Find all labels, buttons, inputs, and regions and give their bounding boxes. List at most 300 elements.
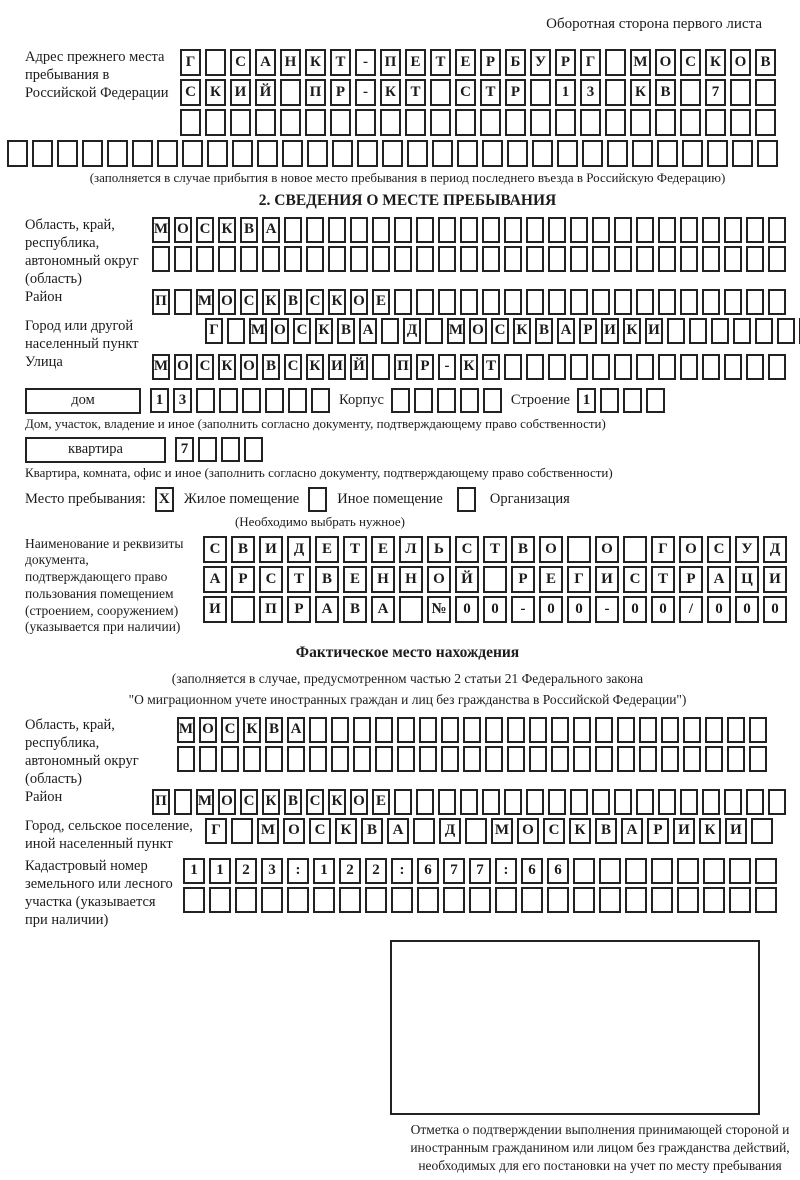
char-box — [605, 49, 626, 76]
char-box — [667, 318, 685, 344]
document-row-3 — [203, 596, 787, 623]
apartment-type-box: квартира — [25, 437, 166, 463]
char-box: К — [513, 318, 531, 344]
char-box: О — [218, 789, 236, 815]
char-box — [419, 717, 437, 743]
char-box: Т — [482, 354, 500, 380]
actual-region-rows — [177, 717, 767, 775]
char-box — [107, 140, 128, 167]
korpus-label: Корпус — [339, 392, 384, 409]
char-box — [174, 789, 192, 815]
char-box: Н — [399, 566, 423, 593]
char-box — [711, 318, 729, 344]
char-box — [617, 746, 635, 772]
char-box: 2 — [235, 858, 257, 884]
char-box: К — [328, 289, 346, 315]
char-box: : — [287, 858, 309, 884]
char-box: 7 — [705, 79, 726, 106]
char-box: : — [495, 858, 517, 884]
char-box: В — [361, 818, 383, 844]
char-box — [417, 887, 439, 913]
char-box: С — [309, 818, 331, 844]
char-box — [702, 789, 720, 815]
char-box — [460, 289, 478, 315]
char-box — [724, 789, 742, 815]
char-box — [482, 789, 500, 815]
char-box: И — [230, 79, 251, 106]
city-row — [205, 318, 800, 344]
char-box: Р — [330, 79, 351, 106]
char-box — [729, 887, 751, 913]
char-box: Й — [255, 79, 276, 106]
char-box — [636, 354, 654, 380]
char-box — [425, 318, 443, 344]
char-box: Р — [287, 596, 311, 623]
char-box: 0 — [455, 596, 479, 623]
char-box — [57, 140, 78, 167]
char-box — [582, 140, 603, 167]
char-box — [483, 566, 507, 593]
char-box — [677, 858, 699, 884]
char-box — [755, 79, 776, 106]
char-box: П — [394, 354, 412, 380]
char-box — [703, 887, 725, 913]
korpus-row — [391, 388, 502, 413]
char-box: 6 — [547, 858, 569, 884]
char-box — [463, 746, 481, 772]
char-box — [592, 217, 610, 243]
char-box — [339, 887, 361, 913]
char-box — [605, 79, 626, 106]
char-box — [746, 246, 764, 272]
char-box — [331, 717, 349, 743]
char-box: - — [355, 49, 376, 76]
char-box — [205, 109, 226, 136]
cadastre-row-1 — [183, 858, 777, 884]
char-box: 0 — [623, 596, 647, 623]
prev-address-row-3 — [180, 109, 776, 136]
char-box: Г — [180, 49, 201, 76]
char-box: В — [595, 818, 617, 844]
char-box — [705, 109, 726, 136]
char-box: В — [337, 318, 355, 344]
char-box — [658, 217, 676, 243]
char-box — [623, 536, 647, 563]
char-box — [219, 388, 238, 413]
char-box — [227, 318, 245, 344]
document-row-1 — [203, 536, 787, 563]
char-box — [724, 289, 742, 315]
char-box: В — [535, 318, 553, 344]
char-box: И — [328, 354, 346, 380]
char-box: О — [427, 566, 451, 593]
char-box — [724, 217, 742, 243]
char-box — [592, 246, 610, 272]
residence-option-inoe: Иное помещение — [337, 490, 443, 507]
char-box: Е — [455, 49, 476, 76]
char-box — [198, 437, 217, 462]
prev-address-block — [25, 49, 790, 139]
char-box: О — [539, 536, 563, 563]
char-box: 7 — [469, 858, 491, 884]
actual-location-caption-line1: (заполняется в случае, предусмотренном частью 2 статьи 21 Федерального закона — [171, 671, 644, 687]
char-box — [309, 746, 327, 772]
char-box — [443, 887, 465, 913]
document-rows — [203, 536, 787, 626]
char-box — [599, 858, 621, 884]
char-box: Р — [511, 566, 535, 593]
char-box: В — [262, 354, 280, 380]
char-box: М — [196, 289, 214, 315]
char-box — [607, 140, 628, 167]
char-box: В — [231, 536, 255, 563]
char-box: 2 — [339, 858, 361, 884]
char-box — [661, 746, 679, 772]
char-box: А — [387, 818, 409, 844]
char-box: О — [730, 49, 751, 76]
district-label: Район — [25, 288, 63, 305]
prev-address-row-4 — [7, 140, 790, 167]
char-box — [573, 746, 591, 772]
char-box — [437, 388, 456, 413]
char-box: В — [511, 536, 535, 563]
char-box — [636, 217, 654, 243]
district-row — [152, 289, 786, 315]
char-box: М — [196, 789, 214, 815]
char-box: 0 — [483, 596, 507, 623]
char-box — [548, 789, 566, 815]
char-box — [394, 289, 412, 315]
cadastre-rows — [183, 858, 777, 916]
char-box — [755, 887, 777, 913]
char-box — [646, 388, 665, 413]
char-box — [504, 246, 522, 272]
char-box: Н — [280, 49, 301, 76]
char-box: С — [491, 318, 509, 344]
char-box — [702, 217, 720, 243]
char-box: К — [460, 354, 478, 380]
char-box: Е — [371, 536, 395, 563]
char-box: С — [293, 318, 311, 344]
house-number-row — [150, 388, 330, 413]
char-box — [680, 789, 698, 815]
char-box: Л — [399, 536, 423, 563]
char-box: X — [155, 487, 174, 512]
char-box: У — [530, 49, 551, 76]
char-box: К — [705, 49, 726, 76]
city-label: Город или другой населенный пункт — [25, 317, 139, 352]
char-box — [7, 140, 28, 167]
actual-region-row-1 — [177, 717, 767, 743]
char-box: В — [315, 566, 339, 593]
char-box: О — [218, 289, 236, 315]
actual-location-caption-line2: "О миграционном учете иностранных граждан и лиц без гражданства в Российской Федерации") — [128, 692, 687, 708]
street-row — [152, 354, 786, 380]
char-box — [416, 289, 434, 315]
char-box: О — [679, 536, 703, 563]
char-box — [174, 246, 192, 272]
char-box: В — [343, 596, 367, 623]
char-box: И — [601, 318, 619, 344]
char-box — [677, 887, 699, 913]
char-box — [457, 487, 476, 512]
char-box: 6 — [521, 858, 543, 884]
char-box: П — [259, 596, 283, 623]
char-box — [573, 887, 595, 913]
char-box — [441, 746, 459, 772]
house-caption: Дом, участок, владение и иное (заполнить согласно документу, подтверждающему право собственности) — [25, 415, 606, 431]
char-box — [218, 246, 236, 272]
char-box: О — [174, 354, 192, 380]
actual-region-block — [25, 717, 790, 789]
prev-address-row-2 — [180, 79, 776, 106]
char-box — [313, 887, 335, 913]
char-box: О — [271, 318, 289, 344]
street-block — [25, 354, 790, 383]
char-box: Т — [343, 536, 367, 563]
char-box — [394, 217, 412, 243]
char-box — [507, 140, 528, 167]
char-box — [730, 109, 751, 136]
char-box — [416, 246, 434, 272]
residence-label: Место пребывания: — [25, 490, 146, 507]
char-box: И — [203, 596, 227, 623]
char-box — [507, 746, 525, 772]
char-box — [485, 746, 503, 772]
char-box — [567, 536, 591, 563]
char-box: № — [427, 596, 451, 623]
char-box: К — [380, 79, 401, 106]
char-box: - — [438, 354, 456, 380]
char-box — [372, 246, 390, 272]
char-box: Г — [567, 566, 591, 593]
char-box: П — [305, 79, 326, 106]
char-box — [416, 217, 434, 243]
document-label: Наименование и реквизиты документа, подтверждающего право пользования помещением (строением, сооружением) (указывается при наличии) — [25, 535, 184, 635]
char-box: О — [595, 536, 619, 563]
char-box — [749, 717, 767, 743]
char-box: О — [199, 717, 217, 743]
apartment-row — [25, 437, 790, 463]
char-box — [680, 246, 698, 272]
char-box — [309, 717, 327, 743]
char-box: К — [328, 789, 346, 815]
char-box — [438, 789, 456, 815]
char-box — [746, 217, 764, 243]
char-box: 6 — [417, 858, 439, 884]
char-box — [465, 818, 487, 844]
char-box: С — [240, 789, 258, 815]
char-box — [592, 354, 610, 380]
char-box — [353, 717, 371, 743]
char-box: 7 — [443, 858, 465, 884]
char-box — [382, 140, 403, 167]
street-label: Улица — [25, 353, 63, 370]
char-box: М — [152, 217, 170, 243]
char-box — [505, 109, 526, 136]
char-box — [483, 388, 502, 413]
char-box — [768, 354, 786, 380]
char-box — [504, 289, 522, 315]
char-box: 3 — [173, 388, 192, 413]
char-box: А — [707, 566, 731, 593]
char-box — [330, 109, 351, 136]
char-box — [504, 354, 522, 380]
char-box: Е — [539, 566, 563, 593]
char-box — [207, 140, 228, 167]
char-box: К — [306, 354, 324, 380]
prev-address-label: Адрес прежнего места пребывания в Российской Федерации — [25, 49, 169, 101]
char-box — [438, 217, 456, 243]
char-box: А — [287, 717, 305, 743]
char-box: О — [174, 217, 192, 243]
char-box: Д — [763, 536, 787, 563]
char-box — [482, 246, 500, 272]
char-box — [460, 217, 478, 243]
char-box — [768, 217, 786, 243]
char-box — [460, 388, 479, 413]
char-box — [680, 289, 698, 315]
char-box: С — [196, 217, 214, 243]
char-box: К — [218, 217, 236, 243]
char-box: О — [517, 818, 539, 844]
char-box — [555, 109, 576, 136]
char-box — [282, 140, 303, 167]
char-box: Й — [350, 354, 368, 380]
char-box: Б — [505, 49, 526, 76]
char-box: - — [595, 596, 619, 623]
char-box: В — [755, 49, 776, 76]
char-box — [397, 746, 415, 772]
char-box — [482, 289, 500, 315]
char-box — [625, 887, 647, 913]
char-box: А — [557, 318, 575, 344]
char-box: С — [306, 289, 324, 315]
char-box — [768, 246, 786, 272]
char-box — [526, 217, 544, 243]
char-box — [394, 789, 412, 815]
char-box — [183, 887, 205, 913]
char-box: Р — [679, 566, 703, 593]
char-box — [355, 109, 376, 136]
actual-region-label: Область, край, республика, автономный округ (область) — [25, 716, 139, 787]
char-box — [614, 217, 632, 243]
char-box — [221, 746, 239, 772]
cadastre-label: Кадастровый номер земельного или лесного участка (указывается при наличии) — [25, 857, 173, 928]
char-box: О — [350, 789, 368, 815]
char-box — [311, 388, 330, 413]
char-box — [397, 717, 415, 743]
apartment-caption: Квартира, комната, офис и иное (заполнить согласно документу, подтверждающему право собственности) — [25, 464, 613, 480]
char-box — [658, 289, 676, 315]
char-box — [727, 717, 745, 743]
char-box — [623, 388, 642, 413]
city-block — [25, 318, 790, 354]
char-box — [573, 717, 591, 743]
char-box — [305, 109, 326, 136]
residence-checkbox-org — [457, 487, 476, 512]
section2-title: 2. СВЕДЕНИЯ О МЕСТЕ ПРЕБЫВАНИЯ — [258, 191, 557, 209]
char-box — [680, 109, 701, 136]
char-box — [375, 746, 393, 772]
char-box: 1 — [313, 858, 335, 884]
char-box: М — [257, 818, 279, 844]
char-box: Р — [555, 49, 576, 76]
char-box: 1 — [183, 858, 205, 884]
char-box — [82, 140, 103, 167]
stamp-caption: Отметка о подтверждении выполнения принимающей стороной и иностранным гражданином или лицом без гражданства действий, необходимых для его постановки на учет по месту пребывания — [410, 1121, 790, 1174]
char-box — [287, 746, 305, 772]
char-box: И — [595, 566, 619, 593]
char-box: К — [243, 717, 261, 743]
char-box — [255, 109, 276, 136]
char-box — [639, 746, 657, 772]
char-box — [243, 746, 261, 772]
char-box: К — [335, 818, 357, 844]
char-box — [441, 717, 459, 743]
char-box — [727, 746, 745, 772]
actual-location-title: Фактическое место нахождения — [295, 644, 520, 662]
char-box: 1 — [209, 858, 231, 884]
char-box — [199, 746, 217, 772]
char-box: С — [284, 354, 302, 380]
char-box — [328, 246, 346, 272]
actual-region-row-2 — [177, 746, 767, 772]
char-box: С — [240, 289, 258, 315]
char-box: 7 — [175, 437, 194, 462]
char-box — [485, 717, 503, 743]
char-box — [526, 354, 544, 380]
char-box: С — [196, 354, 214, 380]
char-box — [683, 717, 701, 743]
char-box — [284, 246, 302, 272]
char-box: - — [511, 596, 535, 623]
char-box — [705, 746, 723, 772]
actual-city-row — [205, 818, 773, 844]
char-box: П — [380, 49, 401, 76]
char-box: К — [262, 789, 280, 815]
residence-note: (Необходимо выбрать нужное) — [234, 513, 406, 529]
char-box — [707, 140, 728, 167]
char-box — [235, 887, 257, 913]
char-box — [504, 789, 522, 815]
char-box: 0 — [651, 596, 675, 623]
char-box: Е — [372, 789, 390, 815]
char-box — [469, 887, 491, 913]
char-box — [399, 596, 423, 623]
cadastre-block — [25, 858, 790, 930]
char-box: Ь — [427, 536, 451, 563]
char-box: Р — [231, 566, 255, 593]
char-box — [482, 217, 500, 243]
char-box: К — [262, 289, 280, 315]
char-box — [280, 109, 301, 136]
char-box: 0 — [567, 596, 591, 623]
char-box — [152, 246, 170, 272]
char-box — [529, 717, 547, 743]
char-box: 1 — [555, 79, 576, 106]
char-box — [530, 109, 551, 136]
char-box — [600, 388, 619, 413]
char-box — [262, 246, 280, 272]
char-box: Е — [372, 289, 390, 315]
char-box — [570, 289, 588, 315]
char-box — [180, 109, 201, 136]
actual-city-label: Город, сельское поселение, иной населенный пункт — [25, 817, 193, 852]
char-box — [242, 388, 261, 413]
char-box: А — [621, 818, 643, 844]
char-box: О — [350, 289, 368, 315]
